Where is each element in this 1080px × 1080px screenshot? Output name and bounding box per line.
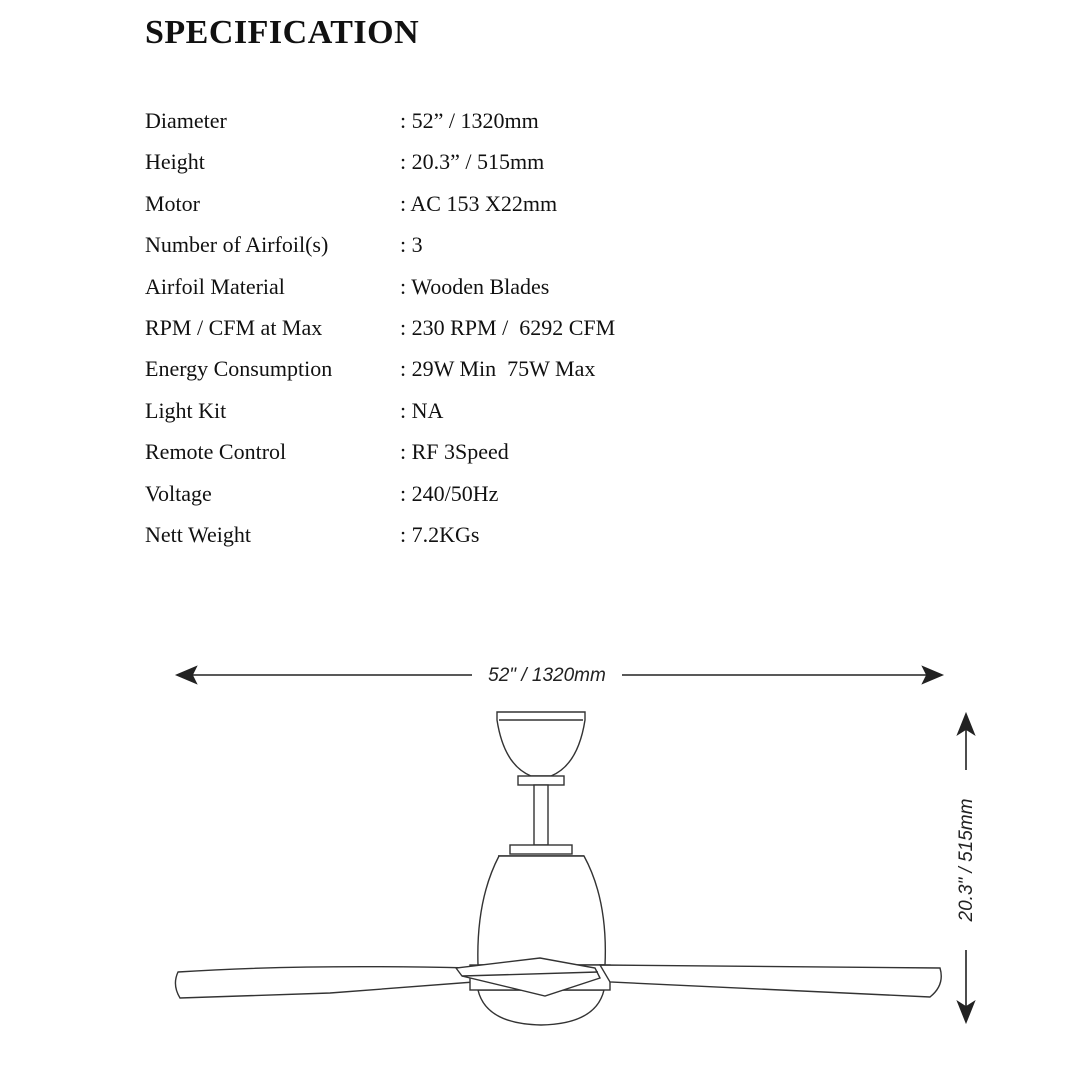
spec-label: Energy Consumption xyxy=(145,356,333,382)
spec-value: : 230 RPM / 6292 CFM xyxy=(400,315,616,341)
spec-row-remote xyxy=(145,431,615,472)
blade-left xyxy=(175,967,500,998)
spec-value: : 20.3” / 515mm xyxy=(400,149,545,175)
spec-value: : 3 xyxy=(400,232,423,258)
spec-row-diameter xyxy=(145,100,615,141)
page-title: SPECIFICATION xyxy=(145,14,420,51)
spec-label: RPM / CFM at Max xyxy=(145,315,323,341)
spec-row-motor xyxy=(145,183,615,224)
spec-label: Motor xyxy=(145,190,200,216)
fan-dimension-drawing xyxy=(0,640,1080,1060)
spec-row-height xyxy=(145,141,615,182)
spec-label: Airfoil Material xyxy=(145,273,285,299)
spec-label: Nett Weight xyxy=(145,522,251,548)
spec-table xyxy=(145,100,615,555)
spec-row-weight xyxy=(145,514,615,555)
blade-right xyxy=(600,965,941,997)
spec-label: Light Kit xyxy=(145,397,227,423)
spec-label: Diameter xyxy=(145,108,227,133)
spec-row-voltage xyxy=(145,473,615,514)
spec-value: : 52” / 1320mm xyxy=(400,108,539,133)
spec-value: : NA xyxy=(400,397,444,423)
spec-row-energy xyxy=(145,348,615,389)
width-dimension-label: 52" / 1320mm xyxy=(488,665,606,686)
spec-label: Height xyxy=(145,149,205,175)
downrod xyxy=(534,785,548,845)
spec-row-light-kit xyxy=(145,390,615,431)
canopy xyxy=(497,712,585,776)
spec-label: Voltage xyxy=(145,480,212,506)
spec-value: : Wooden Blades xyxy=(400,273,550,299)
spec-row-rpm-cfm xyxy=(145,307,615,348)
spec-label: Remote Control xyxy=(145,439,287,465)
motor-housing xyxy=(478,856,605,965)
ceiling-fan-illustration xyxy=(175,712,941,1025)
spec-value: : 7.2KGs xyxy=(400,522,480,548)
height-dimension-label: 20.3" / 515mm xyxy=(956,798,977,922)
spec-label: Number of Airfoil(s) xyxy=(145,232,329,258)
spec-value: : AC 153 X22mm xyxy=(400,190,558,216)
spec-row-airfoils xyxy=(145,224,615,265)
spec-row-airfoil-material xyxy=(145,266,615,307)
spec-value: : 29W Min 75W Max xyxy=(400,356,596,382)
spec-value: : RF 3Speed xyxy=(400,439,509,465)
spec-value: : 240/50Hz xyxy=(400,480,499,506)
